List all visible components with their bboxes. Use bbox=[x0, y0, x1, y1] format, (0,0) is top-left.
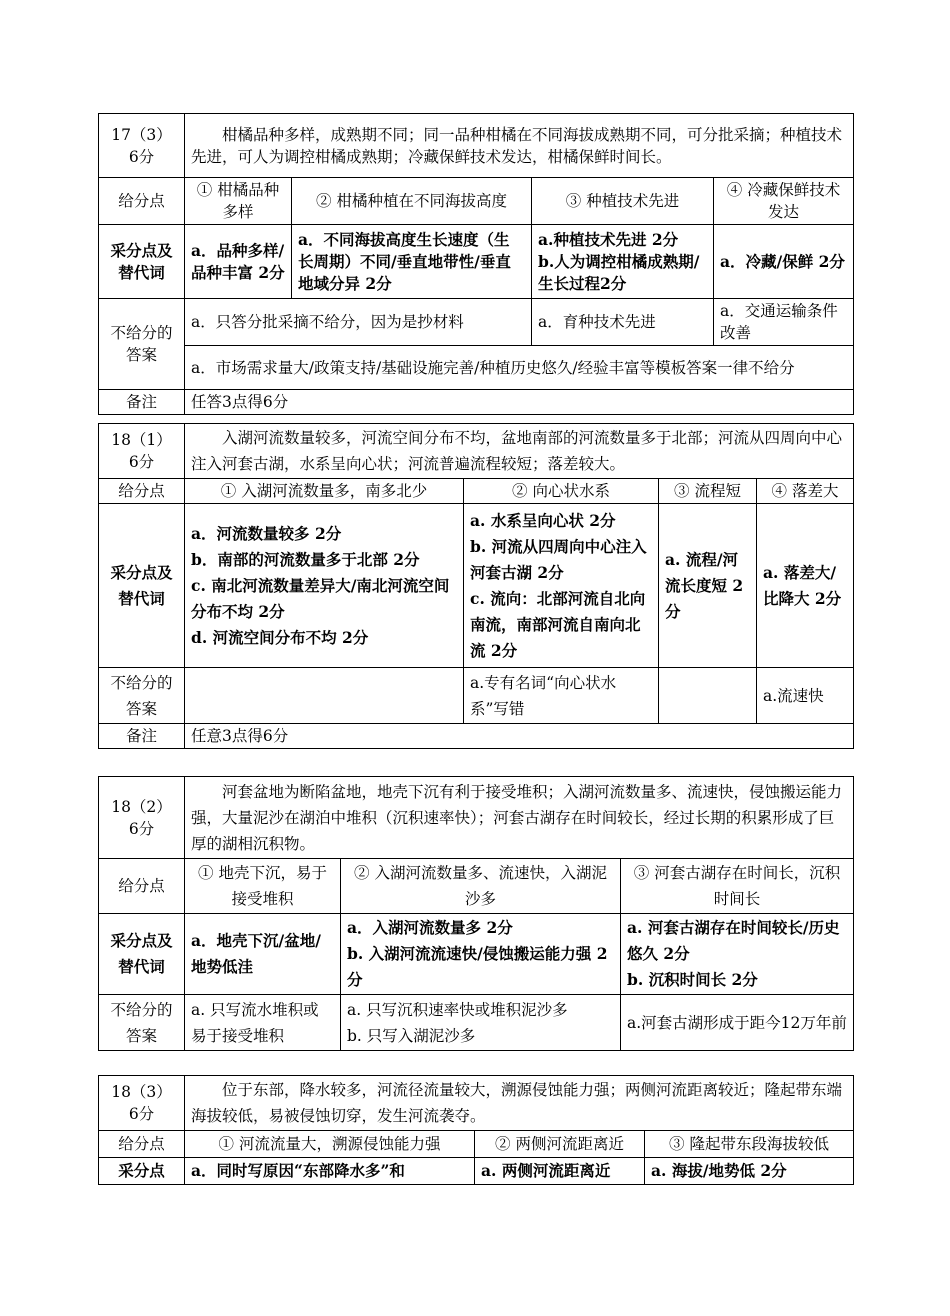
question-id: 18（1） bbox=[111, 431, 172, 449]
scoring-point-3: ③ 隆起带东段海拔较低 bbox=[645, 1131, 854, 1158]
alternative-3: a. 流程/河流长度短 2分 bbox=[659, 504, 757, 668]
no-credit-2b: b. 只写入湖泥沙多 bbox=[347, 1026, 476, 1045]
no-credit-2: a.专有名词“向心状水系”写错 bbox=[464, 668, 659, 724]
question-number-cell bbox=[99, 777, 185, 859]
alternative-3: a. 海拔/地势低 2分 bbox=[645, 1158, 854, 1185]
rubric-table-18-3 bbox=[98, 1075, 854, 1185]
alternative-3a: a.种植技术先进 2分 bbox=[538, 229, 679, 249]
scoring-point-2: ② 向心状水系 bbox=[464, 479, 659, 504]
scoring-point-3: ③ 种植技术先进 bbox=[532, 178, 714, 225]
alternative-1a: a．河流数量较多 2分 bbox=[191, 523, 342, 543]
alternative-2c: c. 流向：北部河流自北向南流，南部河流自南向北流 2分 bbox=[470, 588, 646, 660]
question-score: 6分 bbox=[128, 1105, 155, 1123]
scoring-point-4: ④ 冷藏保鲜技术发达 bbox=[714, 178, 854, 225]
reference-answer: 位于东部，降水较多，河流径流量较大，溯源侵蚀能力强；两侧河流距离较近；隆起带东端海拔较低，易被侵蚀切穿，发生河流袭夺。 bbox=[185, 1076, 854, 1131]
label-no-credit: 不给分的答案 bbox=[99, 995, 185, 1051]
no-credit-3: a．交通运输条件改善 bbox=[714, 299, 854, 346]
reference-answer: 河套盆地为断陷盆地，地壳下沉有利于接受堆积；入湖河流数量多、流速快，侵蚀搬运能力强，大量泥沙在湖泊中堆积（沉积速率快）；河套古湖存在时间较长，经过长期的积累形成了巨厚的湖相沉积物。 bbox=[185, 777, 854, 859]
alternative-2 bbox=[341, 914, 621, 995]
label-scoring-points: 给分点 bbox=[99, 859, 185, 914]
no-credit-1 bbox=[185, 668, 464, 724]
label-scoring-points: 给分点 bbox=[99, 178, 185, 225]
alternative-1d: d. 河流空间分布不均 2分 bbox=[191, 627, 369, 647]
rubric-table-17-3 bbox=[98, 113, 854, 415]
label-alternatives: 采分点及替代词 bbox=[99, 914, 185, 995]
scoring-point-2: ② 入湖河流数量多、流速快，入湖泥沙多 bbox=[341, 859, 621, 914]
alternative-2b: b. 入湖河流流速快/侵蚀搬运能力强 2分 bbox=[347, 944, 608, 989]
scoring-point-4: ④ 落差大 bbox=[757, 479, 854, 504]
alternative-4: a．冷藏/保鲜 2分 bbox=[714, 225, 854, 299]
alternative-3 bbox=[532, 225, 714, 299]
alternative-3a: a. 河套古湖存在时间较长/历史悠久 2分 bbox=[627, 918, 840, 963]
no-credit-2 bbox=[341, 995, 621, 1051]
no-credit-1: a．只答分批采摘不给分，因为是抄材料 bbox=[185, 299, 532, 346]
question-id: 17（3） bbox=[111, 125, 172, 144]
reference-answer: 柑橘品种多样，成熟期不同；同一品种柑橘在不同海拔成熟期不同，可分批采摘；种植技术先进，可人为调控柑橘成熟期；冷藏保鲜技术发达，柑橘保鲜时间长。 bbox=[185, 114, 854, 178]
note: 任意3点得6分 bbox=[185, 724, 854, 749]
scoring-point-1: ① 河流流量大，溯源侵蚀能力强 bbox=[185, 1131, 475, 1158]
alternative-1b: b．南部的河流数量多于北部 2分 bbox=[191, 549, 420, 569]
alternative-2: a．不同海拔高度生长速度（生长周期）不同/垂直地带性/垂直地域分异 2分 bbox=[292, 225, 532, 299]
no-credit-1: a. 只写流水堆积或易于接受堆积 bbox=[185, 995, 341, 1051]
no-credit-4: a．市场需求量大/政策支持/基础设施完善/种植历史悠久/经验丰富等模板答案一律不给分 bbox=[185, 346, 854, 390]
scoring-point-1: ① 入湖河流数量多，南多北少 bbox=[185, 479, 464, 504]
label-no-credit: 不给分的答案 bbox=[99, 668, 185, 724]
scoring-point-1: ① 地壳下沉，易于接受堆积 bbox=[185, 859, 341, 914]
scoring-point-3: ③ 河套古湖存在时间长，沉积时间长 bbox=[621, 859, 854, 914]
question-id: 18（2） bbox=[111, 797, 172, 816]
question-number-cell bbox=[99, 1076, 185, 1131]
note: 任答3点得6分 bbox=[185, 390, 854, 415]
question-score: 6分 bbox=[128, 147, 155, 166]
no-credit-3: a.河套古湖形成于距今12万年前 bbox=[621, 995, 854, 1051]
alternative-3b: b. 沉积时间长 2分 bbox=[627, 970, 758, 989]
reference-answer: 入湖河流数量较多，河流空间分布不均，盆地南部的河流数量多于北部；河流从四周向中心注入河套古湖，水系呈向心状；河流普遍流程较短；落差较大。 bbox=[185, 424, 854, 479]
alternative-2: a. 两侧河流距离近 bbox=[475, 1158, 645, 1185]
label-alternatives: 采分点及替代词 bbox=[99, 225, 185, 299]
alternative-1c: c. 南北河流数量差异大/南北河流空间分布不均 2分 bbox=[191, 575, 450, 621]
label-note: 备注 bbox=[99, 390, 185, 415]
alternative-1 bbox=[185, 504, 464, 668]
alternative-1: a．同时写原因“东部降水多”和 bbox=[185, 1158, 475, 1185]
label-scoring-points: 给分点 bbox=[99, 479, 185, 504]
no-credit-4: a.流速快 bbox=[757, 668, 854, 724]
question-id: 18（3） bbox=[111, 1083, 172, 1101]
question-number-cell bbox=[99, 424, 185, 479]
scoring-point-3: ③ 流程短 bbox=[659, 479, 757, 504]
alternative-4: a. 落差大/比降大 2分 bbox=[757, 504, 854, 668]
no-credit-2a: a. 只写沉积速率快或堆积泥沙多 bbox=[347, 1000, 568, 1019]
question-score: 6分 bbox=[128, 819, 155, 838]
scoring-point-2: ② 两侧河流距离近 bbox=[475, 1131, 645, 1158]
question-number-cell bbox=[99, 114, 185, 178]
alternative-1: a．品种多样/品种丰富 2分 bbox=[185, 225, 292, 299]
alternative-2a: a．入湖河流数量多 2分 bbox=[347, 918, 513, 937]
alternative-2b: b. 河流从四周向中心注入河套古湖 2分 bbox=[470, 536, 647, 582]
alternative-2a: a. 水系呈向心状 2分 bbox=[470, 510, 616, 530]
label-alternatives: 采分点及替代词 bbox=[99, 504, 185, 668]
alternative-1: a．地壳下沉/盆地/地势低洼 bbox=[185, 914, 341, 995]
label-alternatives: 采分点 bbox=[99, 1158, 185, 1185]
alternative-3b: b.人为调控柑橘成熟期/生长过程2分 bbox=[538, 251, 700, 293]
label-note: 备注 bbox=[99, 724, 185, 749]
label-no-credit: 不给分的答案 bbox=[99, 299, 185, 390]
question-score: 6分 bbox=[128, 453, 155, 471]
alternative-2 bbox=[464, 504, 659, 668]
rubric-table-18-2 bbox=[98, 776, 854, 1051]
scoring-point-1: ① 柑橘品种多样 bbox=[185, 178, 292, 225]
rubric-table-18-1 bbox=[98, 423, 854, 749]
no-credit-3 bbox=[659, 668, 757, 724]
label-scoring-points: 给分点 bbox=[99, 1131, 185, 1158]
alternative-3 bbox=[621, 914, 854, 995]
scoring-point-2: ② 柑橘种植在不同海拔高度 bbox=[292, 178, 532, 225]
no-credit-2: a．育种技术先进 bbox=[532, 299, 714, 346]
